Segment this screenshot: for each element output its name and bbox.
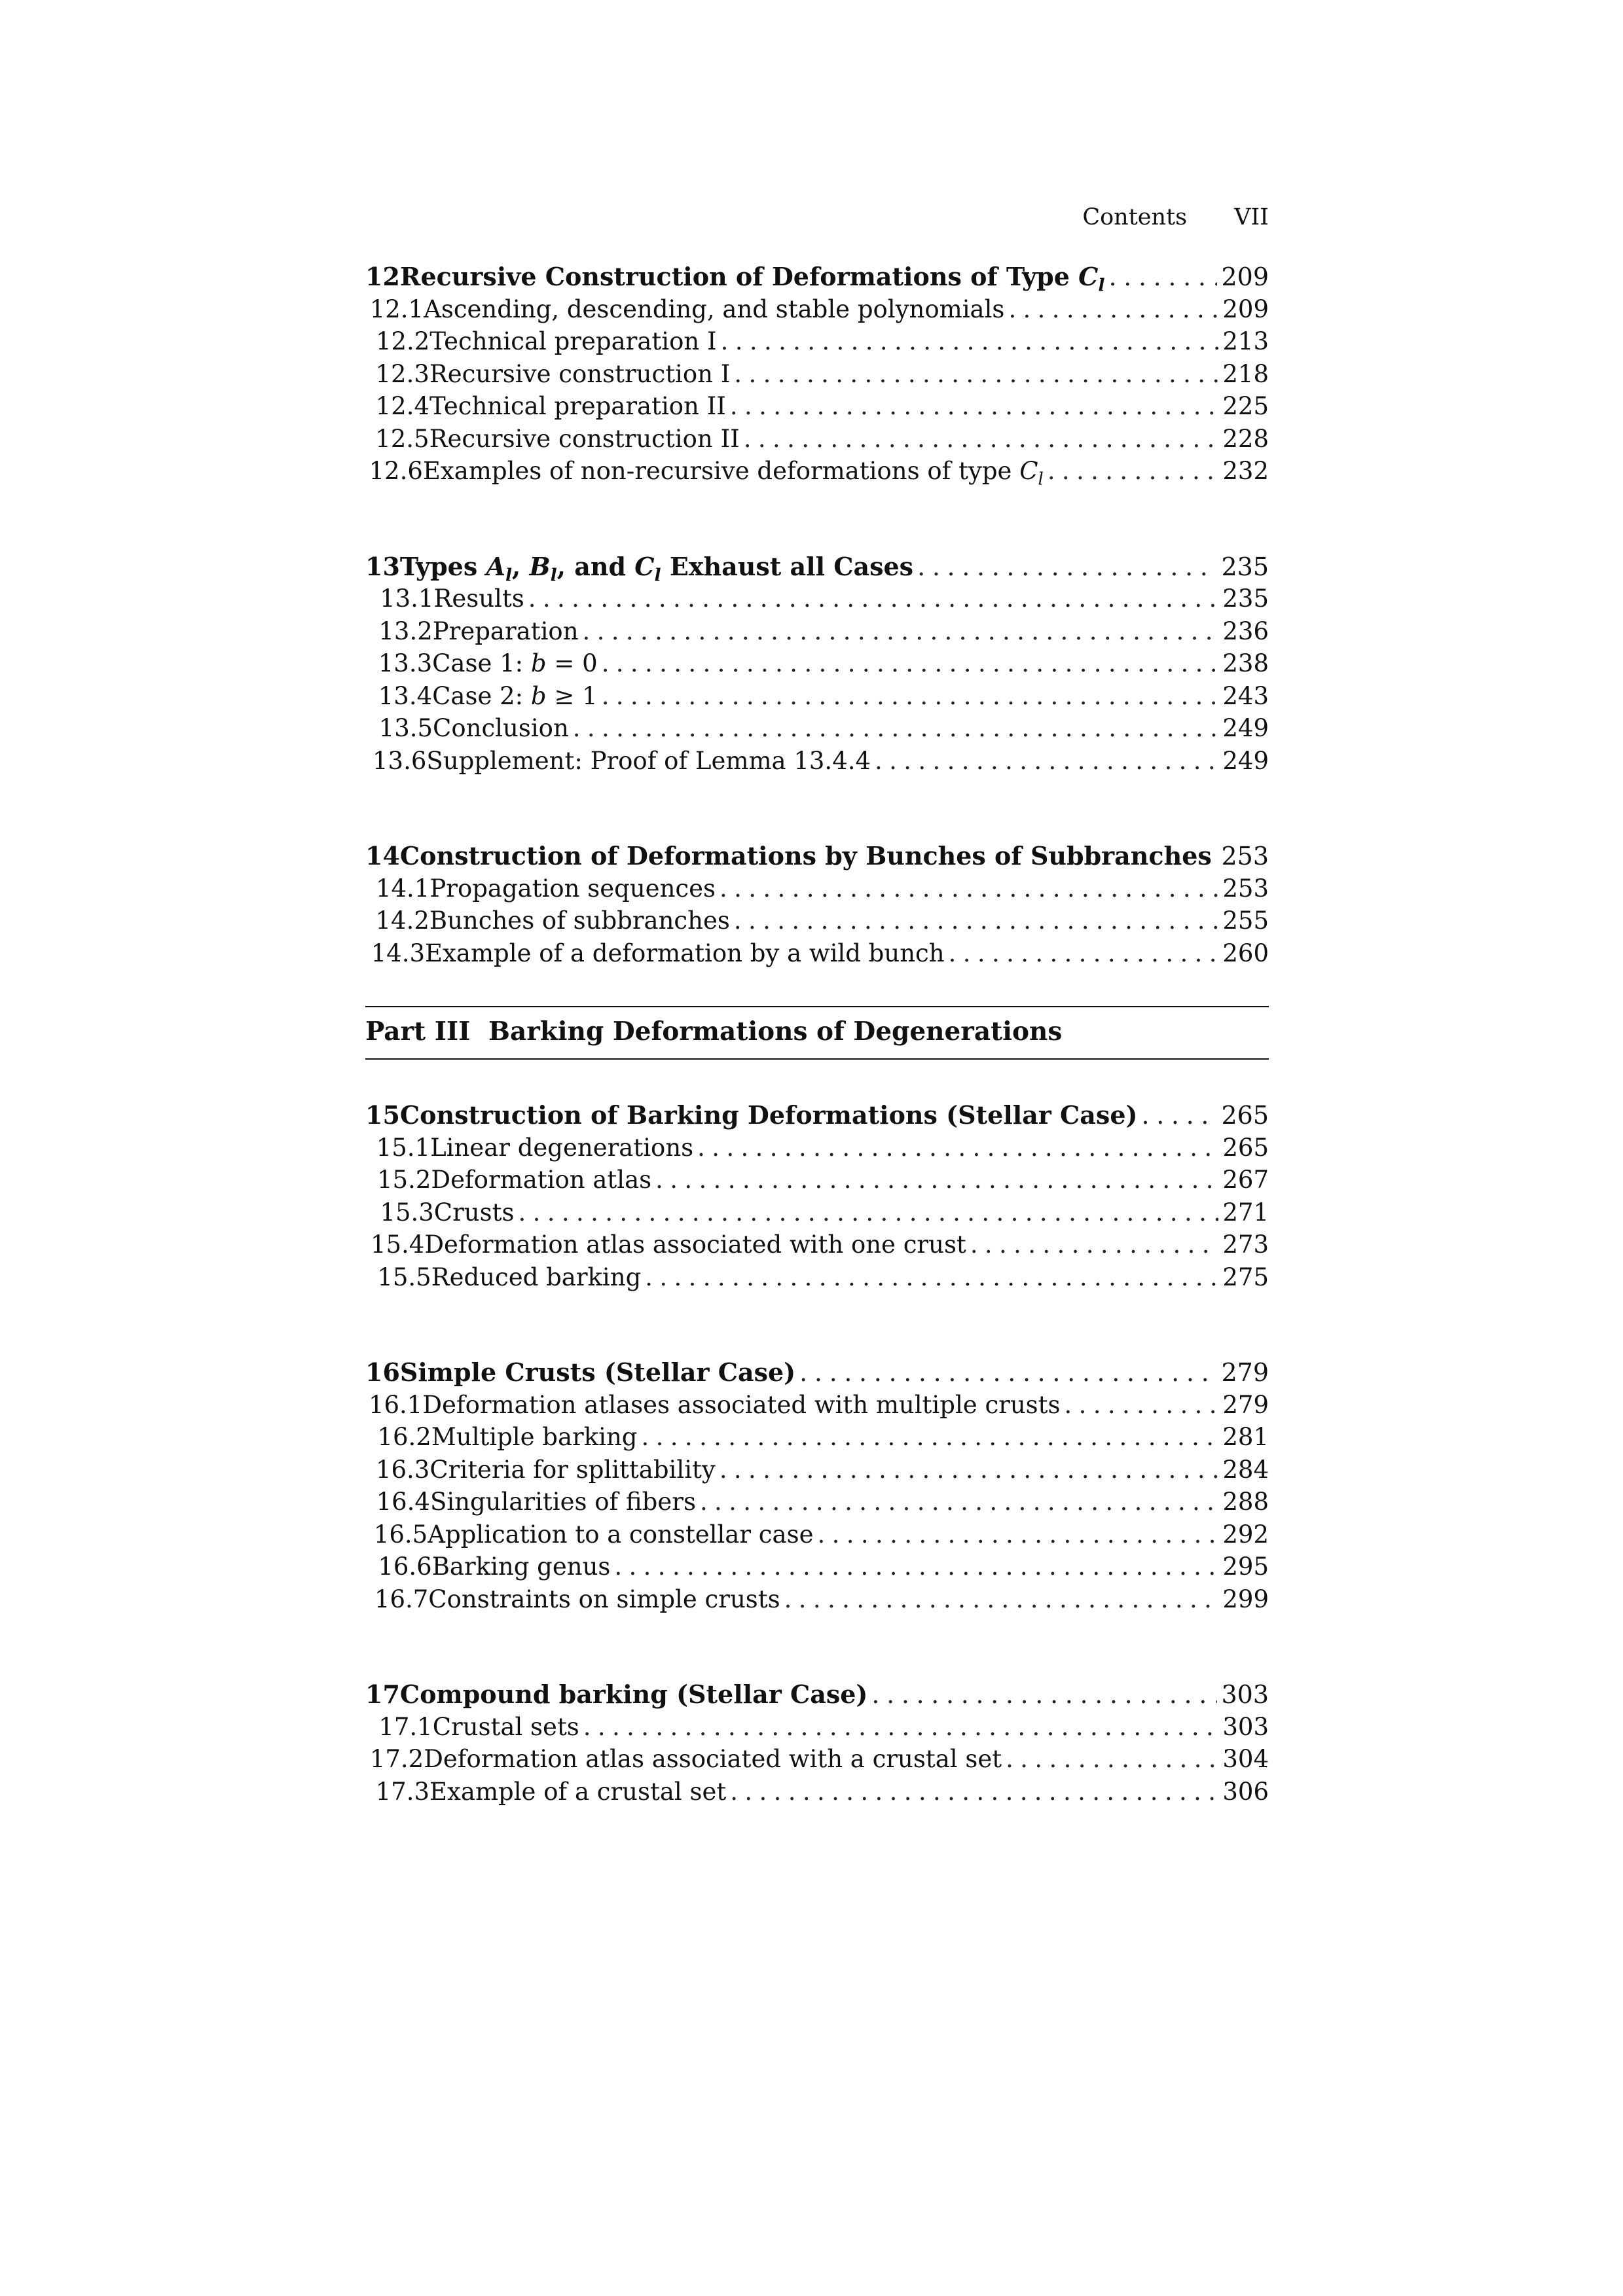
section-entry[interactable] xyxy=(365,325,1269,358)
section-entry[interactable] xyxy=(365,1229,1269,1261)
toc-group-a xyxy=(365,260,1269,969)
section-number: 13.4 xyxy=(378,681,433,710)
dot-leader xyxy=(573,712,1219,745)
chapter-block xyxy=(365,1099,1269,1293)
section-entry[interactable] xyxy=(365,1711,1269,1744)
section-number: 14.1 xyxy=(375,874,430,903)
page-number: 243 xyxy=(1222,681,1269,710)
section-title: Deformation atlas xyxy=(431,1166,652,1194)
section-number: 15.4 xyxy=(370,1230,425,1259)
section-title: Reduced barking xyxy=(431,1263,642,1291)
dot-leader xyxy=(799,1357,1217,1390)
section-title: Conclusion xyxy=(433,714,569,742)
section-number: 16.3 xyxy=(375,1455,430,1484)
dot-leader xyxy=(1065,1389,1219,1422)
section-title: Examples of non-recursive deformations of type $C_l$ xyxy=(422,457,1044,490)
page-number: 218 xyxy=(1222,359,1269,388)
section-entry[interactable] xyxy=(365,1132,1269,1164)
section-entry[interactable] xyxy=(365,583,1269,615)
chapter-entry[interactable] xyxy=(365,1678,1269,1711)
section-title: Barking genus xyxy=(431,1552,611,1581)
section-entry[interactable] xyxy=(365,455,1269,488)
section-entry[interactable] xyxy=(365,423,1269,456)
page-number: 281 xyxy=(1222,1423,1269,1451)
page-number: 279 xyxy=(1221,1358,1269,1387)
section-entry[interactable] xyxy=(365,615,1269,648)
page-number: 304 xyxy=(1222,1745,1269,1773)
page-number: 235 xyxy=(1221,552,1269,581)
section-title: Constraints on simple crusts xyxy=(428,1585,780,1613)
chapter-entry[interactable] xyxy=(365,1356,1269,1389)
section-title: Preparation xyxy=(432,617,579,645)
chapter-number: 17 xyxy=(365,1679,400,1709)
page-number: 265 xyxy=(1222,1133,1269,1162)
page-number: 249 xyxy=(1222,714,1269,742)
section-title: Recursive construction I xyxy=(429,359,731,388)
section-number: 15.2 xyxy=(377,1166,431,1194)
dot-leader xyxy=(1109,261,1218,294)
chapter-number: 15 xyxy=(365,1100,400,1130)
section-number: 15.5 xyxy=(377,1263,431,1291)
running-header-page: VII xyxy=(1234,204,1269,230)
dot-leader xyxy=(730,1776,1218,1808)
page-number: 303 xyxy=(1221,1680,1269,1709)
section-title: Crustal sets xyxy=(432,1712,579,1741)
page-number: 299 xyxy=(1222,1585,1269,1613)
chapter-title: Construction of Barking Deformations (Stellar Case) xyxy=(399,1100,1138,1130)
section-number: 16.2 xyxy=(377,1423,431,1451)
section-entry[interactable] xyxy=(365,680,1269,713)
chapter-title: Types $A_l$, $B_l$, and $C_l$ Exhaust all Cases xyxy=(399,551,914,586)
chapter-entry[interactable] xyxy=(365,840,1269,872)
section-entry[interactable] xyxy=(365,1776,1269,1808)
section-title: Example of a deformation by a wild bunch xyxy=(425,939,945,967)
page-number: 284 xyxy=(1222,1455,1269,1484)
dot-leader xyxy=(720,1454,1219,1486)
section-number: 13.5 xyxy=(378,714,433,742)
section-number: 17.3 xyxy=(375,1777,430,1806)
section-number: 14.3 xyxy=(371,939,426,967)
dot-leader xyxy=(700,1486,1218,1518)
section-number: 13.2 xyxy=(378,617,433,645)
section-entry[interactable] xyxy=(365,1421,1269,1454)
dot-leader xyxy=(784,1583,1219,1616)
section-number: 16.6 xyxy=(378,1552,432,1581)
page-number: 260 xyxy=(1222,939,1269,967)
section-title: Supplement: Proof of Lemma 13.4.4 xyxy=(426,746,871,775)
section-title: Propagation sequences xyxy=(429,874,716,903)
dot-leader xyxy=(720,872,1218,905)
dot-leader xyxy=(642,1421,1219,1454)
dot-leader xyxy=(917,551,1217,584)
page-number: 232 xyxy=(1222,457,1269,485)
chapter-number: 14 xyxy=(365,841,400,870)
page-number: 265 xyxy=(1221,1101,1269,1130)
section-entry[interactable] xyxy=(365,905,1269,937)
section-number: 17.2 xyxy=(369,1745,424,1773)
section-entry[interactable] xyxy=(365,647,1269,680)
running-header xyxy=(1082,204,1269,230)
dot-leader xyxy=(734,905,1218,937)
section-number: 12.4 xyxy=(375,392,430,420)
dot-leader xyxy=(583,1711,1219,1744)
section-entry[interactable] xyxy=(365,1196,1269,1229)
dot-leader xyxy=(970,1229,1219,1261)
chapter-block xyxy=(365,260,1269,488)
dot-leader xyxy=(697,1132,1218,1164)
dot-leader xyxy=(583,615,1219,648)
dot-leader xyxy=(730,390,1218,423)
section-entry[interactable] xyxy=(365,1551,1269,1583)
dot-leader xyxy=(871,1679,1217,1712)
page-number: 253 xyxy=(1221,842,1269,870)
section-number: 16.7 xyxy=(374,1585,429,1613)
part-title: Barking Deformations of Degenerations xyxy=(488,1016,1063,1047)
chapter-block xyxy=(365,1678,1269,1808)
section-number: 17.1 xyxy=(378,1712,433,1741)
section-entry[interactable] xyxy=(365,1518,1269,1551)
section-number: 15.3 xyxy=(380,1198,434,1227)
chapter-title: Compound barking (Stellar Case) xyxy=(399,1679,868,1709)
page-number: 306 xyxy=(1222,1777,1269,1806)
part-label: Part III xyxy=(365,1016,471,1047)
dot-leader xyxy=(602,680,1219,713)
section-number: 13.6 xyxy=(373,746,427,775)
page-number: 275 xyxy=(1222,1263,1269,1291)
page-number: 238 xyxy=(1222,649,1269,677)
dot-leader xyxy=(1008,293,1218,326)
table-of-contents xyxy=(365,260,1269,1871)
section-title: Ascending, descending, and stable polynomials xyxy=(424,295,1005,323)
section-title: Criteria for splittability xyxy=(429,1455,716,1484)
section-entry[interactable] xyxy=(365,358,1269,391)
dot-leader xyxy=(655,1164,1218,1196)
page-number: 236 xyxy=(1222,617,1269,645)
dot-leader xyxy=(1141,1100,1217,1132)
chapter-number: 16 xyxy=(365,1357,400,1387)
section-entry[interactable] xyxy=(365,1454,1269,1486)
page-number: 273 xyxy=(1222,1230,1269,1259)
section-entry[interactable] xyxy=(365,1486,1269,1518)
page-number: 225 xyxy=(1222,392,1269,420)
section-number: 16.5 xyxy=(373,1520,428,1549)
section-number: 12.2 xyxy=(375,327,430,355)
section-number: 14.2 xyxy=(375,906,429,935)
page-number: 271 xyxy=(1222,1198,1269,1227)
section-number: 15.1 xyxy=(376,1133,431,1162)
section-entry[interactable] xyxy=(365,745,1269,778)
chapter-title: Recursive Construction of Deformations of Type $C_l$ xyxy=(399,262,1105,296)
chapter-block xyxy=(365,550,1269,778)
section-entry[interactable] xyxy=(365,1389,1269,1422)
section-number: 12.3 xyxy=(375,359,429,388)
section-number: 12.5 xyxy=(375,424,429,453)
section-number: 13.3 xyxy=(378,649,433,677)
section-title: Recursive construction II xyxy=(429,424,740,453)
section-entry[interactable] xyxy=(365,937,1269,970)
page-number: 279 xyxy=(1222,1390,1269,1419)
dot-leader xyxy=(744,423,1219,456)
page-number: 228 xyxy=(1222,424,1269,453)
section-title: Technical preparation II xyxy=(429,392,726,420)
dot-leader xyxy=(721,325,1219,358)
section-title: Case 2: b ≥ 1 xyxy=(432,681,598,710)
section-title: Linear degenerations xyxy=(430,1133,694,1162)
page-number: 209 xyxy=(1221,262,1269,291)
chapter-number: 13 xyxy=(365,551,400,581)
page-number: 303 xyxy=(1222,1712,1269,1741)
dot-leader xyxy=(949,937,1219,970)
section-title: Technical preparation I xyxy=(429,327,717,355)
document-page xyxy=(365,0,1269,2296)
page-number: 235 xyxy=(1222,584,1269,613)
section-title: Example of a crustal set xyxy=(429,1777,727,1806)
page-number: 292 xyxy=(1222,1520,1269,1549)
section-title: Multiple barking xyxy=(431,1423,638,1451)
page-number: 253 xyxy=(1222,874,1269,903)
page-number: 213 xyxy=(1222,327,1269,355)
section-title: Crusts xyxy=(433,1198,515,1227)
chapter-title: Simple Crusts (Stellar Case) xyxy=(399,1357,796,1387)
page-number: 209 xyxy=(1222,295,1269,323)
section-title: Bunches of subbranches xyxy=(429,906,730,935)
dot-leader xyxy=(518,1196,1218,1229)
dot-leader xyxy=(817,1518,1218,1551)
dot-leader xyxy=(1048,455,1219,488)
chapter-block xyxy=(365,1356,1269,1615)
chapter-block xyxy=(365,840,1269,969)
page-number: 249 xyxy=(1222,746,1269,775)
chapter-number: 12 xyxy=(365,262,400,291)
dot-leader xyxy=(645,1261,1218,1294)
section-entry[interactable] xyxy=(365,1583,1269,1616)
dot-leader xyxy=(734,358,1218,391)
dot-leader xyxy=(1216,840,1218,873)
section-number: 16.4 xyxy=(376,1488,430,1516)
section-number: 13.1 xyxy=(380,584,434,613)
chapter-title: Construction of Deformations by Bunches of Subbranches xyxy=(399,841,1212,870)
page-number: 295 xyxy=(1222,1552,1269,1581)
section-entry[interactable] xyxy=(365,1261,1269,1294)
section-title: Deformation atlases associated with multiple crusts xyxy=(422,1390,1061,1419)
section-title: Deformation atlas associated with a crustal set xyxy=(424,1745,1002,1773)
dot-leader xyxy=(602,647,1219,680)
section-title: Application to a constellar case xyxy=(428,1520,814,1549)
part-heading xyxy=(365,1006,1269,1060)
section-entry[interactable] xyxy=(365,390,1269,423)
chapter-entry[interactable] xyxy=(365,260,1269,296)
section-title: Case 1: b = 0 xyxy=(432,649,598,677)
chapter-entry[interactable] xyxy=(365,550,1269,586)
section-title: Results xyxy=(433,584,524,613)
section-entry[interactable] xyxy=(365,293,1269,326)
page-number: 267 xyxy=(1222,1166,1269,1194)
dot-leader xyxy=(875,745,1218,778)
section-title: Singularities of fibers xyxy=(429,1488,696,1516)
section-entry[interactable] xyxy=(365,872,1269,905)
dot-leader xyxy=(1006,1743,1218,1776)
dot-leader xyxy=(614,1551,1218,1583)
section-number: 12.6 xyxy=(369,457,423,485)
section-entry[interactable] xyxy=(365,712,1269,745)
toc-group-b xyxy=(365,1099,1269,1808)
section-entry[interactable] xyxy=(365,1164,1269,1196)
section-number: 12.1 xyxy=(369,295,424,323)
chapter-entry[interactable] xyxy=(365,1099,1269,1132)
running-header-section: Contents xyxy=(1082,204,1188,230)
section-number: 16.1 xyxy=(368,1390,423,1419)
section-entry[interactable] xyxy=(365,1743,1269,1776)
section-title: Deformation atlas associated with one crust xyxy=(424,1230,966,1259)
dot-leader xyxy=(528,583,1219,615)
page-number: 288 xyxy=(1222,1488,1269,1516)
page-number: 255 xyxy=(1222,906,1269,935)
